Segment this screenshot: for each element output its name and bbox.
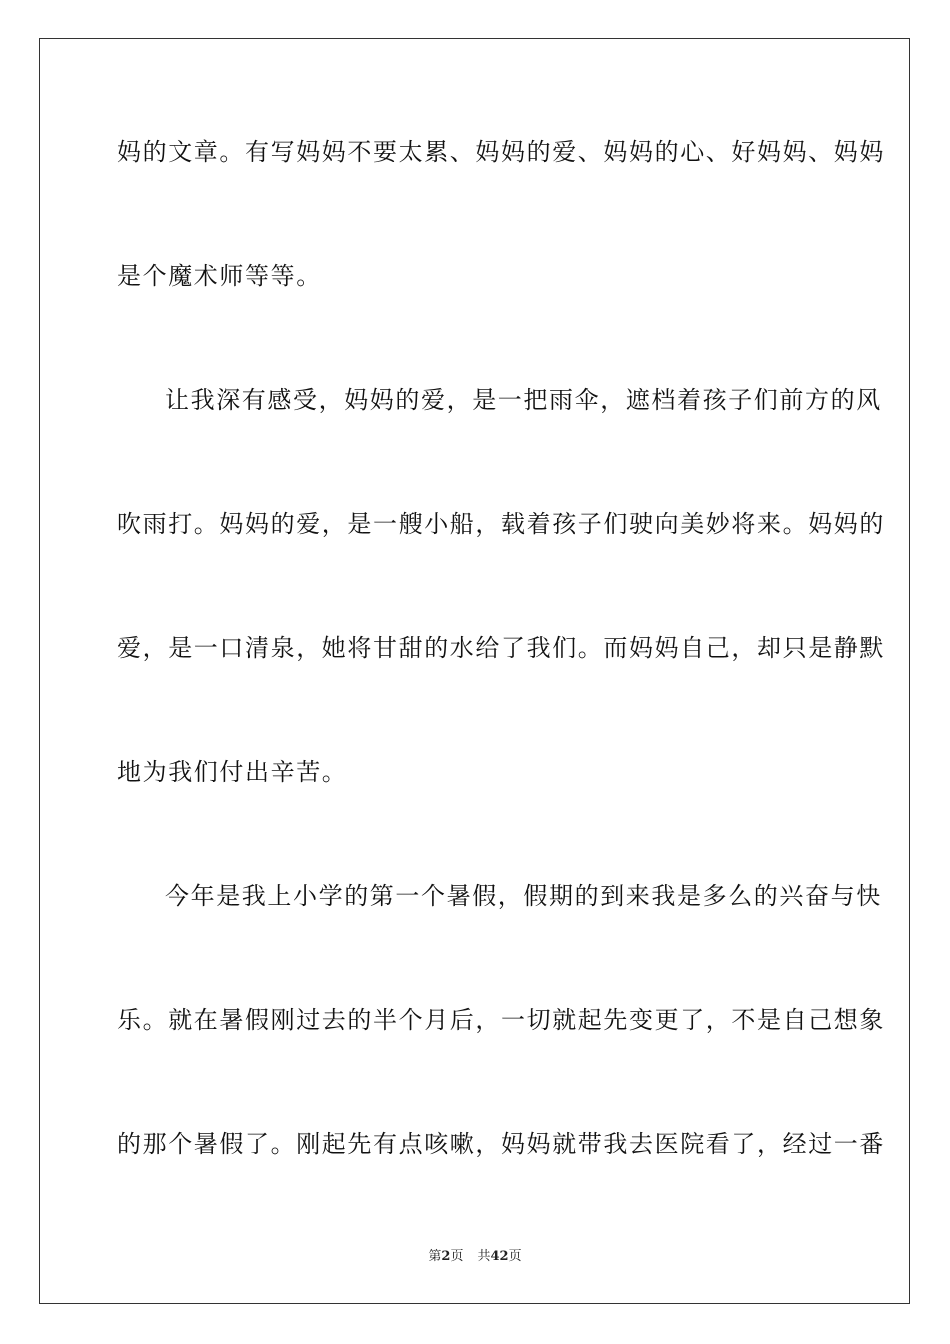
total-prefix: 共 <box>477 1249 491 1264</box>
page-footer <box>0 1249 950 1265</box>
total-pages-number: 42 <box>490 1249 509 1264</box>
paragraph-start-line: 今年是我上小学的第一个暑假，假期的到来我是多么的兴奋与快 <box>165 882 882 910</box>
page-prefix: 第 <box>428 1249 442 1264</box>
body-text-line: 吹雨打。妈妈的爱，是一艘小船，载着孩子们驶向美妙将来。妈妈的 <box>117 510 885 538</box>
body-text-line: 妈的文章。有写妈妈不要太累、妈妈的爱、妈妈的心、好妈妈、妈妈 <box>117 138 885 166</box>
body-text-line: 的那个暑假了。刚起先有点咳嗽，妈妈就带我去医院看了，经过一番 <box>117 1130 885 1158</box>
total-suffix: 页 <box>508 1249 522 1264</box>
body-text-line: 是个魔术师等等。 <box>117 262 322 290</box>
page-frame <box>39 38 910 1304</box>
current-page-number: 2 <box>441 1249 451 1264</box>
body-text-line: 地为我们付出辛苦。 <box>117 758 348 786</box>
body-text-line: 乐。就在暑假刚过去的半个月后，一切就起先变更了，不是自己想象 <box>117 1006 885 1034</box>
page-suffix: 页 <box>450 1249 464 1264</box>
paragraph-start-line: 让我深有感受，妈妈的爱，是一把雨伞，遮档着孩子们前方的风 <box>165 386 882 414</box>
body-text-line: 爱，是一口清泉，她将甘甜的水给了我们。而妈妈自己，却只是静默 <box>117 634 885 662</box>
